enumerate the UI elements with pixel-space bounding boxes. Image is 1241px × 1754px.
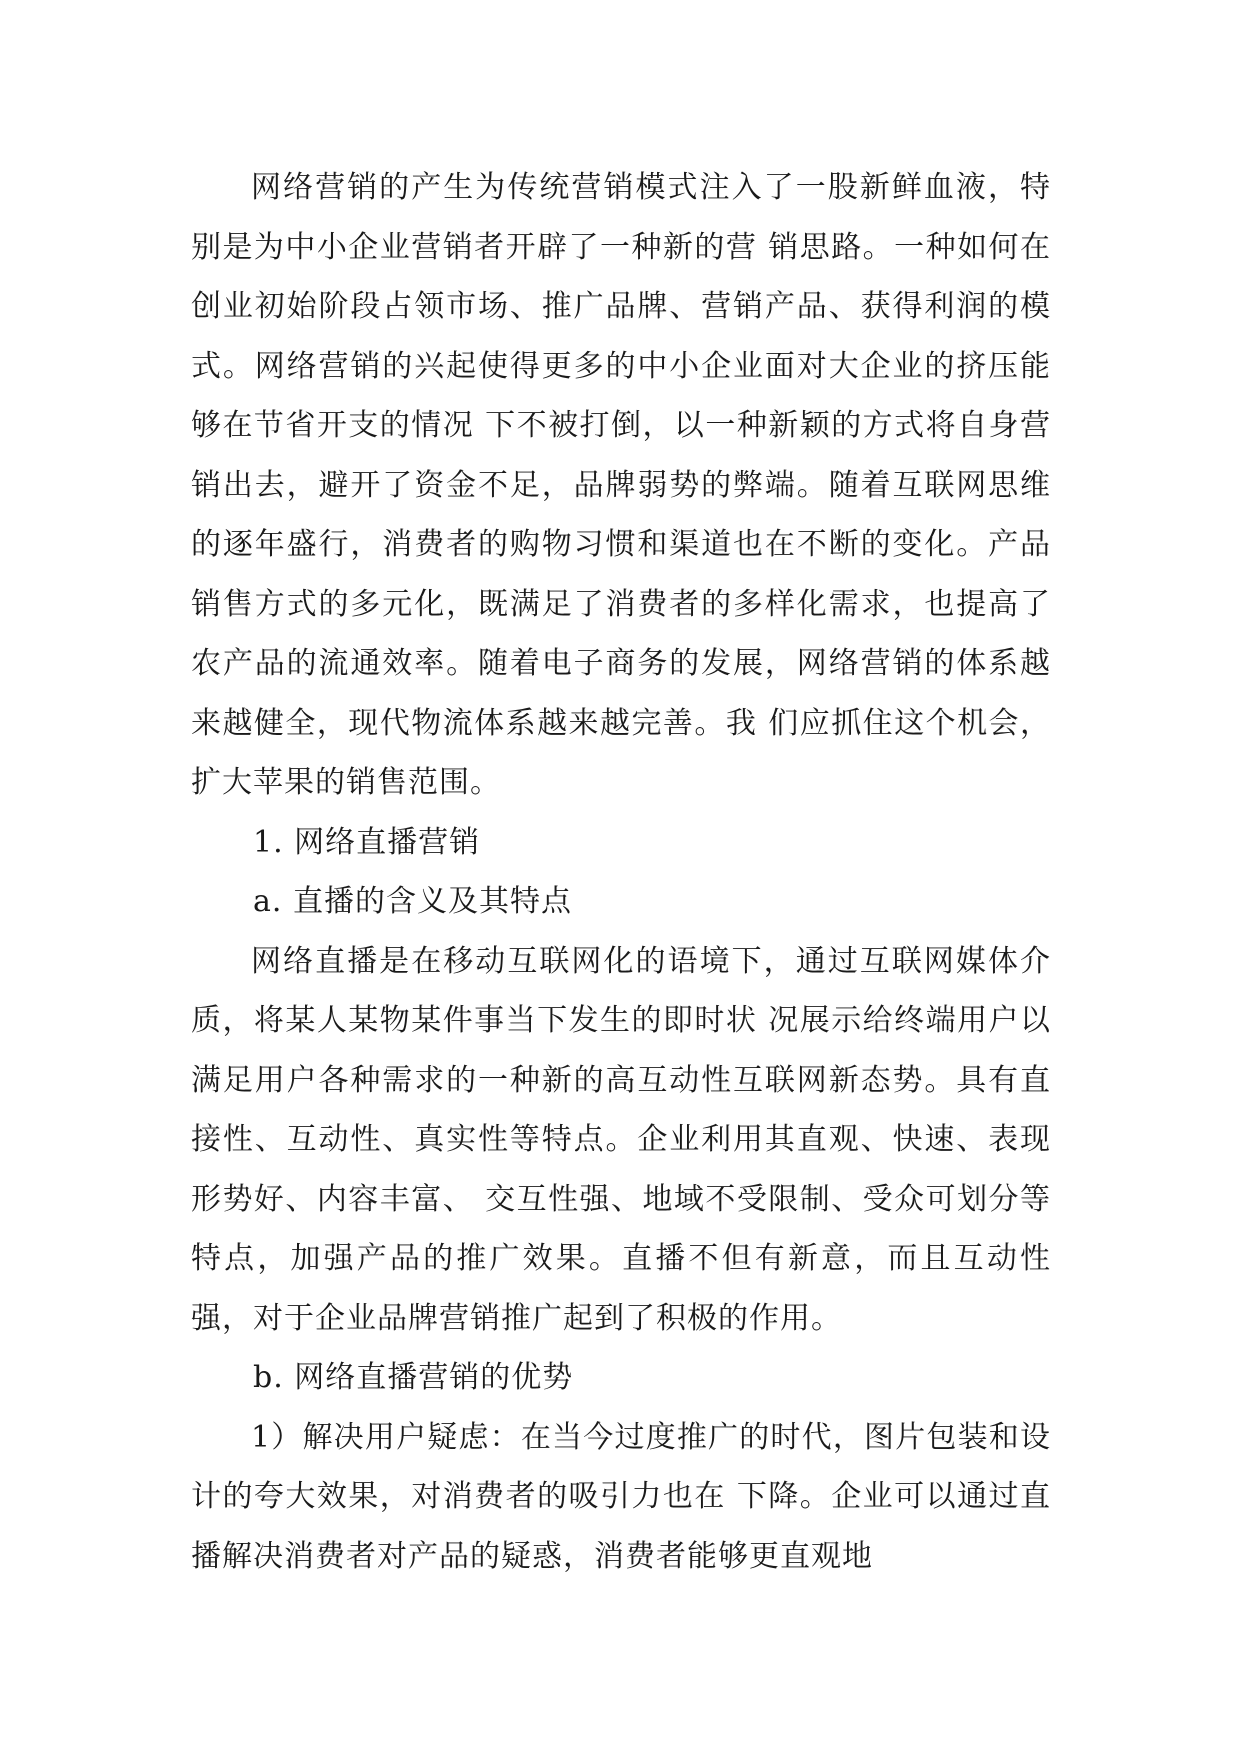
paragraph-live-definition: 网络直播是在移动互联网化的语境下，通过互联网媒体介质，将某人某物某件事当下发生的即时状 况展示给终端用户以满足用户各种需求的一种新的高互动性互联网新态势。具有直接性、互动性、真实性等特点。企业利用其直观、快速、表现形势好、内容丰富、 交互性强、地域不受限制、受众可划分等特点，加强产品的推广效果。直播不但有新意，而且互动性强，对于企业品牌营销推广起到了积极的作用。 [191,943,1051,1336]
subsection-heading-a: a. 直播的含义及其特点 [253,884,572,919]
paragraph-advantage-1: 1）解决用户疑虑：在当今过度推广的时代，图片包装和设计的夸大效果，对消费者的吸引力也在 下降。企业可以通过直播解决消费者对产品的疑惑，消费者能够更直观地 [191,1419,1051,1574]
paragraph-intro: 网络营销的产生为传统营销模式注入了一股新鲜血液，特别是为中小企业营销者开辟了一种新的营 销思路。一种如何在创业初始阶段占领市场、推广品牌、营销产品、获得利润的模式。网络营销的兴起使得更多的中小企业面对大企业的挤压能够在节省开支的情况 下不被打倒，以一种新颖的方式将自身营销出去，避开了资金不足，品牌弱势的弊端。随着互联网思维的逐年盛行，消费者的购物习惯和渠道也在不断的变化。产品 销售方式的多元化，既满足了消费者的多样化需求，也提高了农产品的流通效率。随着电子商务的发展，网络营销的体系越来越健全，现代物流体系越来越完善。我 们应抓住这个机会，扩大苹果的销售范围。 [191,170,1051,800]
section-heading-1: 1. 网络直播营销 [253,824,481,860]
subsection-heading-b: b. 网络直播营销的优势 [253,1360,574,1395]
document-body [191,158,1051,1586]
